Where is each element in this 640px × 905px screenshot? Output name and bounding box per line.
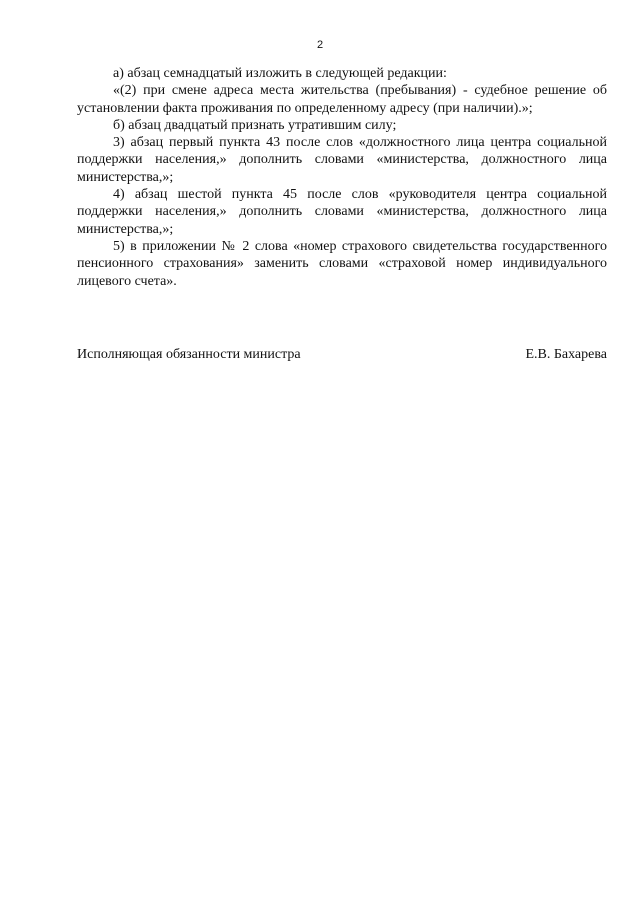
paragraph-item-5: 5) в приложении № 2 слова «номер страхового свидетельства государственного пенсионного страхования» заменить словами «страховой номер индивидуального лицевого счета». [77, 238, 607, 289]
paragraph-amend-a: а) абзац семнадцатый изложить в следующей редакции: [113, 66, 447, 81]
paragraph-item-3: 3) абзац первый пункта 43 после слов «должностного лица центра социальной поддержки населения,» дополнить словами «министерства, должностного лица министерства,»; [77, 135, 607, 185]
paragraph-amend-b: б) абзац двадцатый признать утратившим силу; [113, 117, 397, 133]
paragraph-quoted-text: «(2) при смене адреса места жительства (пребывания) - судебное решение об установлении факта проживания по определенному адресу (при наличии).»; [77, 83, 607, 116]
document-body [77, 65, 607, 290]
paragraph-item-4: 4) абзац шестой пункта 45 после слов «руководителя центра социальной поддержки населения,» дополнить словами «министерства, должностного лица министерства,»; [77, 187, 607, 237]
signatory-name: Е.В. Бахарева [525, 347, 607, 362]
signatory-role: Исполняющая обязанности министра [77, 347, 301, 362]
page-number: 2 [316, 39, 324, 51]
